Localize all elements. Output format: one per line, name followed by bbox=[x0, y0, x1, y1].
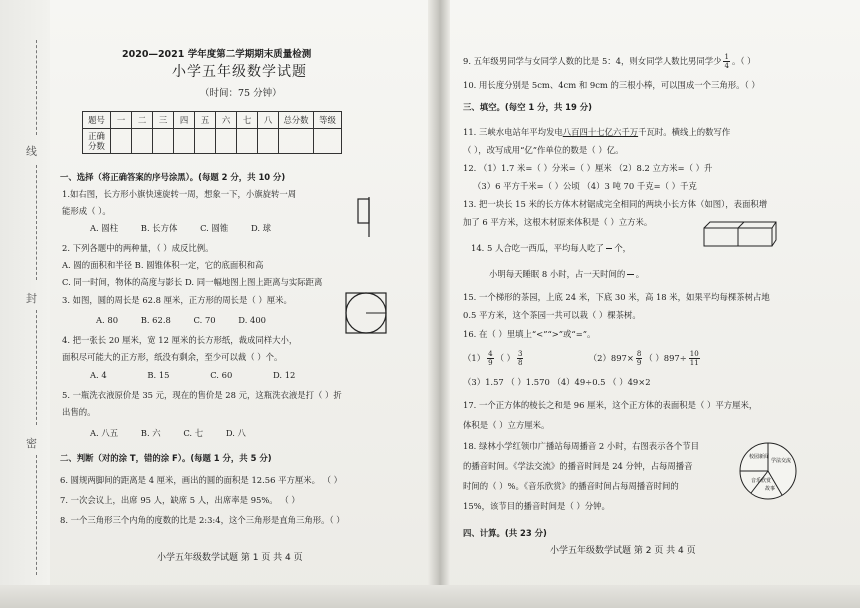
option-b[interactable]: B. 六 bbox=[140, 428, 161, 438]
numerator: 4 bbox=[488, 350, 493, 358]
q12-text-2: （3）6 平方千米=（ ）公顷 （4）3 吨 70 千克=（ ）千克 bbox=[473, 181, 697, 191]
score-header-cell: 六 bbox=[216, 112, 237, 129]
denominator: 8 bbox=[517, 359, 523, 367]
q2-option-ab[interactable]: A. 圆的面积和半径 B. 圆锥体积一定，它的底面积和高 bbox=[62, 260, 264, 270]
page-1 bbox=[52, 0, 424, 585]
q13-text: 13. 把一块长 15 米的长方体木材锯成完全相同的两块小长方体（如图），表面积增 bbox=[463, 199, 768, 209]
q1-options bbox=[90, 223, 291, 234]
q1-text: 1.如右图，长方形小旗快速旋转一周，想象一下，小旗旋转一周 bbox=[62, 189, 297, 199]
option-c[interactable]: C. 圆锥 bbox=[200, 223, 229, 233]
q2-option-cd[interactable]: C. 同一时间，物体的高度与影长 D. 同一幅地图上图上距离与实际距离 bbox=[62, 277, 323, 287]
score-header-cell: 七 bbox=[237, 112, 258, 129]
pie-label-news: 校园新闻 bbox=[749, 454, 770, 460]
fraction bbox=[487, 350, 493, 367]
score-header-cell: 等级 bbox=[314, 112, 342, 129]
score-cell bbox=[195, 129, 216, 154]
q16-part-1-label: （1） bbox=[463, 353, 486, 363]
bottom-shadow bbox=[0, 585, 860, 608]
score-cell bbox=[111, 129, 132, 154]
pie-label-music: 音乐欣赏 bbox=[751, 478, 772, 484]
option-a[interactable]: A. 圆柱 bbox=[90, 223, 119, 233]
option-d[interactable]: D. 八 bbox=[225, 428, 246, 438]
q15-text: 15. 一个梯形的茶园，上底 24 米，下底 30 米，高 18 米，如果平均每棵茶树占地 bbox=[463, 292, 770, 302]
score-row-label: 正确 分数 bbox=[83, 129, 111, 154]
q13-text-2: 加了 6 平方米，这根木材原来体积是（ ）立方米。 bbox=[463, 217, 653, 227]
q14-text-2a: 小明每天睡眠 8 小时，占一天时间的 bbox=[489, 269, 626, 279]
q9-text-a: 9. 五年级男同学与女同学人数的比是 5：4，则女同学人数比男同学少 bbox=[463, 56, 722, 66]
option-d[interactable]: D. 400 bbox=[238, 315, 267, 325]
cut-line bbox=[36, 40, 38, 135]
score-cell bbox=[258, 129, 279, 154]
score-cell bbox=[237, 129, 258, 154]
score-cell bbox=[153, 129, 174, 154]
page-2 bbox=[455, 0, 850, 585]
q4-text: 4. 把一张长 20 厘米，宽 12 厘米的长方形纸，裁成同样大小， bbox=[62, 335, 298, 345]
numerator: 3 bbox=[517, 350, 523, 358]
binding-marks bbox=[26, 0, 50, 608]
q12-text: 12. （1）1.7 米=（ ）分米=（ ）厘米 （2）8.2 立方米=（ ）升 bbox=[463, 163, 713, 173]
score-header-cell: 五 bbox=[195, 112, 216, 129]
q14-text-a: 14. 5 人合吃一西瓜，平均每人吃了 bbox=[471, 243, 604, 253]
exam-time: （时间：75 分钟） bbox=[200, 88, 282, 99]
q18-text-3: 时间的（ ）%。《音乐欣赏》的播音时间占每周播音时间的 bbox=[463, 481, 679, 491]
q7-text: 7. 一次会议上，出席 95 人，缺席 5 人，出席率是 95%。 （ ） bbox=[60, 495, 300, 505]
denominator: 9 bbox=[636, 359, 642, 367]
q14-text-2b: 。 bbox=[635, 269, 645, 279]
q2-text: 2. 下列各题中的两种量，（ ）成反比例。 bbox=[62, 243, 214, 253]
q14-text-b: 个， bbox=[614, 243, 632, 253]
option-c[interactable]: C. 七 bbox=[183, 428, 204, 438]
q17-text-2: 体积是（ ）立方厘米。 bbox=[463, 420, 550, 430]
score-cell bbox=[314, 129, 342, 154]
q4-options bbox=[90, 370, 315, 381]
q16-part-2-label: （2）897× bbox=[588, 353, 634, 363]
q11-text-b: 千瓦时。横线上的数写作 bbox=[638, 127, 731, 137]
score-header-cell: 二 bbox=[132, 112, 153, 129]
q9-text-b: 。（ ） bbox=[731, 56, 756, 66]
exam-subtitle: 小学五年级数学试题 bbox=[172, 64, 307, 80]
broadcast-pie-chart bbox=[737, 440, 799, 502]
q16-part-2-rest: （ ）897÷ bbox=[644, 353, 687, 363]
page-2-footer: 小学五年级数学试题 第 2 页 共 4 页 bbox=[550, 546, 696, 556]
margin-mark-seal: 封 bbox=[26, 292, 37, 305]
q4-text-2: 面积尽可能大的正方形，纸没有剩余，至少可以裁（ ）个。 bbox=[62, 352, 283, 362]
option-d[interactable]: D. 球 bbox=[250, 223, 272, 233]
q11-text-a: 11. 三峡水电站年平均发电 bbox=[463, 127, 563, 137]
section-4-header: 四、计算。(共 23 分) bbox=[463, 528, 547, 538]
q16-row-1 bbox=[463, 350, 702, 367]
q18-text: 18. 绿林小学红领巾广播站每周播音 2 小时，右图表示各个节目 bbox=[463, 441, 700, 451]
option-b[interactable]: B. 15 bbox=[147, 370, 170, 380]
cut-line bbox=[36, 310, 38, 425]
circle-square-figure bbox=[344, 291, 388, 335]
fraction bbox=[689, 350, 700, 367]
option-b[interactable]: B. 62.8 bbox=[140, 315, 171, 325]
page-fold bbox=[428, 0, 450, 608]
score-header-cell: 总分数 bbox=[279, 112, 314, 129]
score-header-cell: 八 bbox=[258, 112, 279, 129]
cut-line bbox=[36, 455, 38, 575]
section-1-header: 一、选择（将正确答案的序号涂黑）。(每题 2 分，共 10 分) bbox=[60, 172, 286, 182]
margin-mark-line: 线 bbox=[26, 145, 37, 158]
blank-fraction[interactable] bbox=[606, 240, 612, 257]
pie-label-story: 故事 bbox=[765, 486, 776, 492]
q10-text: 10. 用长度分别是 5cm、4cm 和 9cm 的三根小棒，可以围成一个三角形。（ ） bbox=[463, 80, 760, 90]
q18-text-2: 的播音时间。《学法交流》的播音时间是 24 分钟，占每周播音 bbox=[463, 461, 693, 471]
q14-text bbox=[471, 240, 631, 257]
q8-text: 8. 一个三角形三个内角的度数的比是 2:3:4，这个三角形是直角三角形。（ ） bbox=[60, 515, 345, 525]
section-3-header: 三、填空。(每空 1 分，共 19 分) bbox=[463, 102, 592, 112]
q15-text-2: 0.5 平方米，这个茶园一共可以栽（ ）棵茶树。 bbox=[463, 310, 641, 320]
score-cell bbox=[132, 129, 153, 154]
q1-text-2: 能形成（ ）。 bbox=[62, 206, 111, 216]
q5-options bbox=[90, 428, 266, 439]
score-cell bbox=[216, 129, 237, 154]
score-header-cell: 三 bbox=[153, 112, 174, 129]
denominator: 11 bbox=[689, 359, 699, 367]
option-d[interactable]: D. 12 bbox=[272, 370, 296, 380]
denominator: 4 bbox=[724, 62, 729, 70]
q3-options bbox=[96, 315, 286, 326]
page-1-footer: 小学五年级数学试题 第 1 页 共 4 页 bbox=[157, 553, 303, 563]
blank-fraction[interactable] bbox=[627, 266, 633, 283]
q14-text-2 bbox=[489, 266, 644, 283]
q16-row-2: （3）1.57 （ ）1.570 （4）49÷0.5 （ ）49×2 bbox=[463, 377, 651, 387]
q17-text: 17. 一个正方体的棱长之和是 96 厘米，这个正方体的表面积是（ ）平方厘米， bbox=[463, 400, 758, 410]
score-cell bbox=[174, 129, 195, 154]
score-header-cell: 一 bbox=[111, 112, 132, 129]
pie-label-study: 学法交流 bbox=[771, 458, 792, 464]
section-2-header: 二、判断（对的涂 T，错的涂 F）。(每题 1 分，共 5 分) bbox=[60, 453, 272, 463]
score-header-cell: 题号 bbox=[83, 112, 111, 129]
q9-fraction bbox=[723, 53, 729, 70]
option-c[interactable]: C. 60 bbox=[210, 370, 233, 380]
option-b[interactable]: B. 长方体 bbox=[140, 223, 178, 233]
score-header-cell: 四 bbox=[174, 112, 195, 129]
margin-mark-secret: 密 bbox=[26, 437, 37, 450]
fraction bbox=[517, 350, 523, 367]
score-table bbox=[82, 111, 342, 154]
score-table-header-row bbox=[83, 112, 342, 129]
flag-figure bbox=[354, 195, 376, 239]
option-a[interactable]: A. 4 bbox=[90, 370, 107, 380]
two-cuboids-figure bbox=[700, 218, 778, 248]
option-c[interactable]: C. 70 bbox=[193, 315, 216, 325]
fraction bbox=[636, 350, 642, 367]
score-table-value-row bbox=[83, 129, 342, 154]
q11-text-2: （ ），改写成用“亿”作单位的数是（ ）亿。 bbox=[463, 145, 624, 155]
q18-text-4: 15%，该节目的播音时间是（ ）分钟。 bbox=[463, 501, 610, 511]
score-cell bbox=[279, 129, 314, 154]
denominator: 9 bbox=[488, 359, 493, 367]
cut-line bbox=[36, 165, 38, 280]
q3-text: 3. 如图，圆的周长是 62.8 厘米，正方形的周长是（ ）厘米。 bbox=[62, 295, 292, 305]
numerator: 8 bbox=[636, 350, 642, 358]
q11-underlined: 八百四十七亿六千万 bbox=[562, 127, 639, 137]
q9-text bbox=[463, 53, 756, 70]
option-a[interactable]: A. 80 bbox=[96, 315, 119, 325]
q6-text: 6. 圆规两脚间的距离是 4 厘米，画出的圆的面积是 12.56 平方厘米。 （ ） bbox=[60, 475, 343, 485]
exam-title: 2020—2021 学年度第二学期期末质量检测 bbox=[122, 49, 312, 60]
q5-text-2: 出售的。 bbox=[62, 407, 96, 417]
numerator: 10 bbox=[689, 350, 699, 358]
q11-text bbox=[463, 127, 730, 138]
numerator: 1 bbox=[724, 53, 729, 61]
option-a[interactable]: A. 八五 bbox=[90, 428, 119, 438]
q16-text: 16. 在（ ）里填上“<”“>”或“=”。 bbox=[463, 329, 596, 339]
answer-blank[interactable]: （ ） bbox=[495, 353, 515, 363]
q5-text: 5. 一瓶洗衣液原价是 35 元，现在的售价是 28 元，这瓶洗衣液是打（ ）折 bbox=[62, 390, 342, 400]
